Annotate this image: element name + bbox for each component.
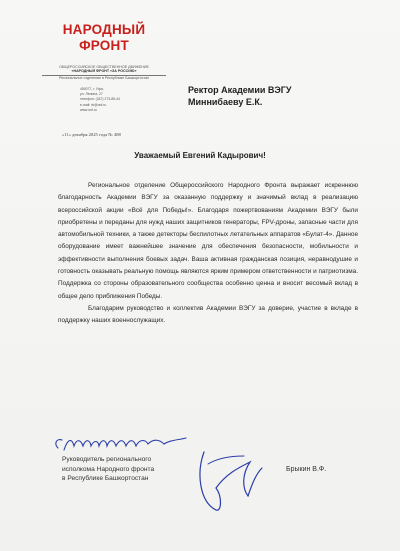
logo-line-1: НАРОДНЫЙ [62, 22, 146, 37]
body-paragraph-2: Благодарим руководство и коллектив Академии ВЭГУ за доверие, участие в вкладе в поддержку наших военнослужащих. [58, 304, 358, 325]
letter-body [58, 180, 358, 328]
org-line-3: Региональное отделение в Республике Башкортостан [58, 76, 150, 81]
org-block [42, 65, 166, 81]
org-divider [42, 75, 166, 76]
org-line-1: ОБЩЕРОССИЙСКОЕ ОБЩЕСТВЕННОЕ ДВИЖЕНИЕ [59, 65, 149, 69]
body-paragraph-1: Региональное отделение Общероссийского Народного Фронта выражает искреннюю благодарность Академии ВЭГУ за оказанную поддержку и значимый вклад в реализацию всероссийской акции «Всё для Победы!». Благодаря пожертвованиям Академии ВЭГУ были приобретены и переданы для нужд наших защитников генераторы, FPV-дроны, запасные части для автомобильной техники, а также детекторы беспилотных летательных аппаратов «Булат-4». Данное оборудование имеет важнейшее значение для обеспечения безопасности, мобильности и эффективности выполнения боевых задач. Ваша активная гражданская позиция, неравнодушие и готовность оказывать реальную помощь являются ярким примером ответственности и патриотизма. Поддержка со стороны образовательного сообщества особенно ценна и вносит весомый вклад в общее дело приближения Победы. [58, 182, 358, 300]
recipient-block [188, 84, 368, 108]
document-date-number: «11» декабря 2025 года № 488 [62, 132, 121, 137]
org-line-2: «НАРОДНЫЙ ФРОНТ «ЗА РОССИЮ» [71, 69, 137, 74]
address-line-5: www.onf.ru [80, 107, 97, 112]
logo-line-2: ФРОНТ [79, 38, 129, 53]
address-line-4: e-mail: rb@onf.ru [80, 102, 107, 107]
signer-name: Брыкин В.Ф. [286, 466, 327, 473]
logo-title [44, 22, 164, 54]
recipient-line-1: Ректор Академии ВЭГУ [188, 85, 292, 95]
salutation: Уважаемый Евгений Кадырович! [134, 151, 266, 160]
signatory-title-line-3: в Республике Башкортостан [62, 475, 149, 482]
recipient-line-2: Миннибаеву Е.К. [188, 97, 263, 107]
signatory-title-line-1: Руководитель регионального [62, 456, 152, 463]
address-line-3: телефон: (347) 273-85-44 [80, 97, 120, 102]
address-block [80, 87, 140, 113]
signature-mark [186, 444, 266, 516]
address-line-1: 450077, г. Уфа, [80, 87, 104, 91]
handwritten-closing [50, 428, 200, 456]
signatory-title [62, 455, 202, 484]
address-line-2: ул. Ленина, 27 [80, 92, 103, 97]
signatory-title-line-2: исполкома Народного фронта [62, 465, 155, 473]
